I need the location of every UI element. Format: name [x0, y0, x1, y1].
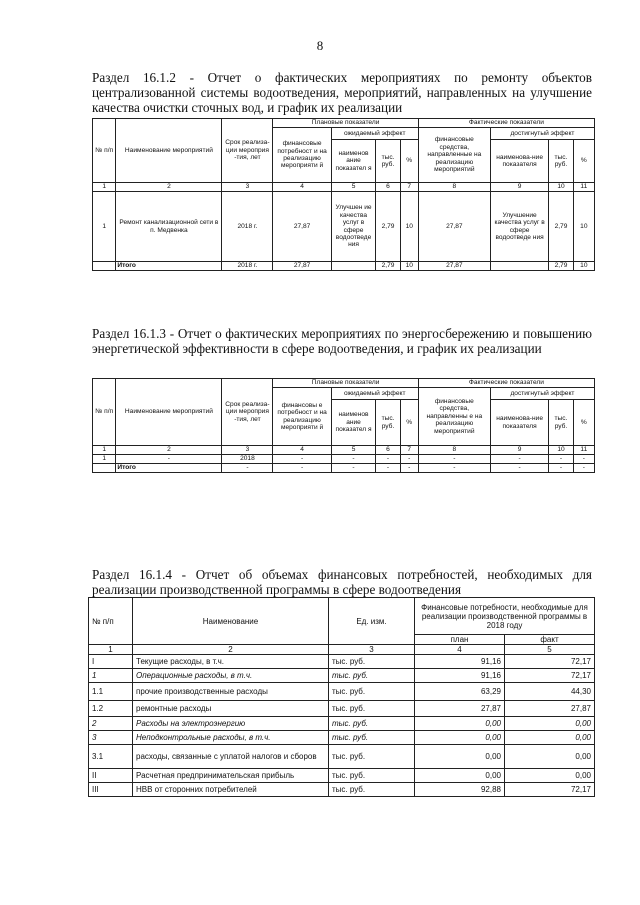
- row-plan: 0,00: [415, 731, 505, 745]
- row-plan: 0,00: [415, 769, 505, 783]
- row-num: 1: [89, 669, 133, 683]
- header-pct: %: [400, 140, 418, 183]
- row-unit: тыс. руб.: [329, 769, 415, 783]
- row-name: Текущие расходы, в т.ч.: [133, 655, 329, 669]
- col-num: 4: [273, 183, 331, 192]
- col-num: 5: [331, 446, 376, 455]
- table-row: [89, 655, 595, 669]
- row-fact: 27,87: [505, 701, 595, 717]
- row-plan: 91,16: [415, 669, 505, 683]
- row-fact: 0,00: [505, 717, 595, 731]
- header-name: Наименование: [133, 598, 329, 645]
- row-plan: 0,00: [415, 717, 505, 731]
- total-row: [93, 262, 595, 271]
- col-num: 6: [376, 446, 400, 455]
- col-num: 9: [490, 183, 548, 192]
- header-achieved: достигнутый эффект: [490, 128, 594, 140]
- col-num: 4: [273, 446, 331, 455]
- header-thous: тыс. руб.: [376, 400, 400, 446]
- total-label: Итого: [116, 262, 222, 271]
- total-label: Итого: [116, 464, 222, 473]
- row-fact: 72,17: [505, 655, 595, 669]
- section-16-1-4-table: [88, 597, 595, 797]
- row-plan: 0,00: [415, 745, 505, 769]
- cell-thous-actual: 2,79: [549, 192, 573, 262]
- header-planned: Плановые показатели: [273, 119, 418, 128]
- col-num: 7: [400, 183, 418, 192]
- table-row: [89, 683, 595, 701]
- finance-rows: [89, 655, 595, 797]
- table-row: [89, 717, 595, 731]
- header-achieved: достигнутый эффект: [490, 388, 594, 400]
- header-pct-2: %: [573, 400, 594, 446]
- row-unit: тыс. руб.: [329, 731, 415, 745]
- col-num: 3: [222, 183, 273, 192]
- cell-pct: 10: [400, 192, 418, 262]
- cell: [93, 464, 116, 473]
- header-pct-2: %: [573, 140, 594, 183]
- header-num: № п/п: [93, 119, 116, 183]
- row-num: 1.1: [89, 683, 133, 701]
- total-term: 2018 г.: [222, 262, 273, 271]
- column-numbers-row: [93, 446, 595, 455]
- header-fin-means: финансовые средства, направленные на реализацию мероприятий: [418, 128, 490, 183]
- column-numbers-row: [93, 183, 595, 192]
- section-16-1-2-heading: Раздел 16.1.2 - Отчет о фактических мероприятиях по ремонту объектов централизованной системы водоотведения, мероприятий, направленных на улучшение качества очистки сточных вод, и график их реализации: [92, 70, 592, 115]
- table-row: [89, 701, 595, 717]
- cell: -: [376, 455, 400, 464]
- col-num: 8: [418, 183, 490, 192]
- row-unit: тыс. руб.: [329, 701, 415, 717]
- cell: -: [376, 464, 400, 473]
- cell-num: 1: [93, 192, 116, 262]
- table-row: [89, 731, 595, 745]
- cell: -: [222, 464, 273, 473]
- row-plan: 92,88: [415, 783, 505, 797]
- column-numbers-row: [89, 645, 595, 655]
- col-num: 1: [93, 446, 116, 455]
- cell-effect: Улучшен ие качества услуг в сфере водоотведе ния: [331, 192, 376, 262]
- header-thous-2: тыс. руб.: [549, 140, 573, 183]
- header-thous: тыс. руб.: [376, 140, 400, 183]
- row-fact: 0,00: [505, 769, 595, 783]
- col-num: 5: [331, 183, 376, 192]
- table-row: [89, 745, 595, 769]
- row-unit: тыс. руб.: [329, 655, 415, 669]
- header-name: Наименование мероприятий: [116, 379, 222, 446]
- header-fact: факт: [505, 635, 595, 645]
- row-num: 1.2: [89, 701, 133, 717]
- cell: -: [418, 464, 490, 473]
- row-fact: 72,17: [505, 669, 595, 683]
- row-plan: 91,16: [415, 655, 505, 669]
- col-num: 1: [93, 183, 116, 192]
- cell-name: Ремонт канализационной сети в п. Медвенка: [116, 192, 222, 262]
- row-num: I: [89, 655, 133, 669]
- header-actual: Фактические показатели: [418, 379, 594, 388]
- row-unit: тыс. руб.: [329, 783, 415, 797]
- cell-fin: 27,87: [273, 192, 331, 262]
- row-unit: тыс. руб.: [329, 683, 415, 701]
- total-fin-actual: 27,87: [418, 262, 490, 271]
- table-row: [89, 783, 595, 797]
- header-fin-need: Финансовые потребности, необходимые для реализации производственной программы в 2018 году: [415, 598, 595, 635]
- header-fin-need: финансовые потребност и на реализацию мероприяти й: [273, 128, 331, 183]
- header-num: № п/п: [93, 379, 116, 446]
- header-thous-2: тыс. руб.: [549, 400, 573, 446]
- table-row: [89, 669, 595, 683]
- header-expected: ожидаемый эффект: [331, 128, 418, 140]
- row-num: 3.1: [89, 745, 133, 769]
- total-thous-actual: 2,79: [549, 262, 573, 271]
- cell: -: [573, 464, 594, 473]
- cell: -: [116, 455, 222, 464]
- col-num: 4: [415, 645, 505, 655]
- row-fact: 0,00: [505, 745, 595, 769]
- section-16-1-3-table: [92, 378, 595, 473]
- row-name: Расходы на электроэнергию: [133, 717, 329, 731]
- total-fin: 27,87: [273, 262, 331, 271]
- row-fact: 72,17: [505, 783, 595, 797]
- header-ind-name: наименов ание показател я: [331, 140, 376, 183]
- col-num: 3: [329, 645, 415, 655]
- cell-pct-actual: 10: [573, 192, 594, 262]
- total-pct: 10: [400, 262, 418, 271]
- cell-term: 2018 г.: [222, 192, 273, 262]
- row-plan: 27,87: [415, 701, 505, 717]
- col-num: 10: [549, 446, 573, 455]
- col-num: 2: [116, 183, 222, 192]
- col-num: 8: [418, 446, 490, 455]
- header-actual: Фактические показатели: [418, 119, 594, 128]
- col-num: 5: [505, 645, 595, 655]
- cell: -: [331, 455, 376, 464]
- total-row: [93, 464, 595, 473]
- row-name: Расчетная предпринимательская прибыль: [133, 769, 329, 783]
- cell: -: [490, 455, 548, 464]
- col-num: 6: [376, 183, 400, 192]
- row-unit: тыс. руб.: [329, 717, 415, 731]
- row-name: расходы, связанные с уплатой налогов и сборов: [133, 745, 329, 769]
- header-plan: план: [415, 635, 505, 645]
- cell-effect-actual: Улучшение качества услуг в сфере водоотведе ния: [490, 192, 548, 262]
- col-num: 2: [116, 446, 222, 455]
- col-num: 9: [490, 446, 548, 455]
- header-term: Срок реализа-ции мероприя -тия, лет: [222, 379, 273, 446]
- cell: -: [273, 455, 331, 464]
- row-plan: 63,29: [415, 683, 505, 701]
- col-num: 2: [133, 645, 329, 655]
- row-num: III: [89, 783, 133, 797]
- cell: -: [418, 455, 490, 464]
- header-planned: Плановые показатели: [273, 379, 418, 388]
- cell: -: [400, 455, 418, 464]
- header-ind-name-2: наименова-ние показателя: [490, 400, 548, 446]
- cell: -: [490, 464, 548, 473]
- row-fact: 44,30: [505, 683, 595, 701]
- col-num: 11: [573, 183, 594, 192]
- section-16-1-4-heading: Раздел 16.1.4 - Отчет об объемах финансовых потребностей, необходимых для реализации производственной программы в сфере водоотведения: [92, 567, 592, 597]
- row-num: II: [89, 769, 133, 783]
- header-pct: %: [400, 400, 418, 446]
- header-unit: Ед. изм.: [329, 598, 415, 645]
- row-name: НВВ от сторонних потребителей: [133, 783, 329, 797]
- cell: 1: [93, 455, 116, 464]
- row-unit: тыс. руб.: [329, 669, 415, 683]
- cell: -: [549, 464, 573, 473]
- section-16-1-2-table: [92, 118, 595, 271]
- cell-thous: 2,79: [376, 192, 400, 262]
- table-row: [89, 769, 595, 783]
- row-num: 2: [89, 717, 133, 731]
- row-unit: тыс. руб.: [329, 745, 415, 769]
- row-name: прочие производственные расходы: [133, 683, 329, 701]
- col-num: 7: [400, 446, 418, 455]
- cell: -: [273, 464, 331, 473]
- header-num: № п/п: [89, 598, 133, 645]
- col-num: 10: [549, 183, 573, 192]
- row-name: Неподконтрольные расходы, в т.ч.: [133, 731, 329, 745]
- col-num: 3: [222, 446, 273, 455]
- table-row: [93, 192, 595, 262]
- cell: -: [331, 464, 376, 473]
- header-name: Наименование мероприятий: [116, 119, 222, 183]
- table-row: [93, 455, 595, 464]
- header-ind-name: наименов ание показател я: [331, 400, 376, 446]
- col-num: 1: [89, 645, 133, 655]
- cell: -: [549, 455, 573, 464]
- header-expected: ожидаемый эффект: [331, 388, 418, 400]
- header-term: Срок реализа-ции мероприя -тия, лет: [222, 119, 273, 183]
- section-16-1-3-heading: Раздел 16.1.3 - Отчет о фактических мероприятиях по энергосбережению и повышению энергетической эффективности в сфере водоотведения, и график их реализации: [92, 326, 592, 356]
- total-pct-actual: 10: [573, 262, 594, 271]
- cell: 2018: [222, 455, 273, 464]
- col-num: 11: [573, 446, 594, 455]
- total-thous: 2,79: [376, 262, 400, 271]
- row-name: Операционные расходы, в т.ч.: [133, 669, 329, 683]
- page-number: 8: [316, 38, 324, 53]
- row-fact: 0,00: [505, 731, 595, 745]
- cell: -: [400, 464, 418, 473]
- row-name: ремонтные расходы: [133, 701, 329, 717]
- header-fin-means: финансовые средства, направленны е на реализацию мероприятий: [418, 388, 490, 446]
- header-ind-name-2: наименова-ние показателя: [490, 140, 548, 183]
- header-fin-need: финансовы е потребност и на реализацию мероприяти й: [273, 388, 331, 446]
- cell-fin-actual: 27,87: [418, 192, 490, 262]
- cell: -: [573, 455, 594, 464]
- row-num: 3: [89, 731, 133, 745]
